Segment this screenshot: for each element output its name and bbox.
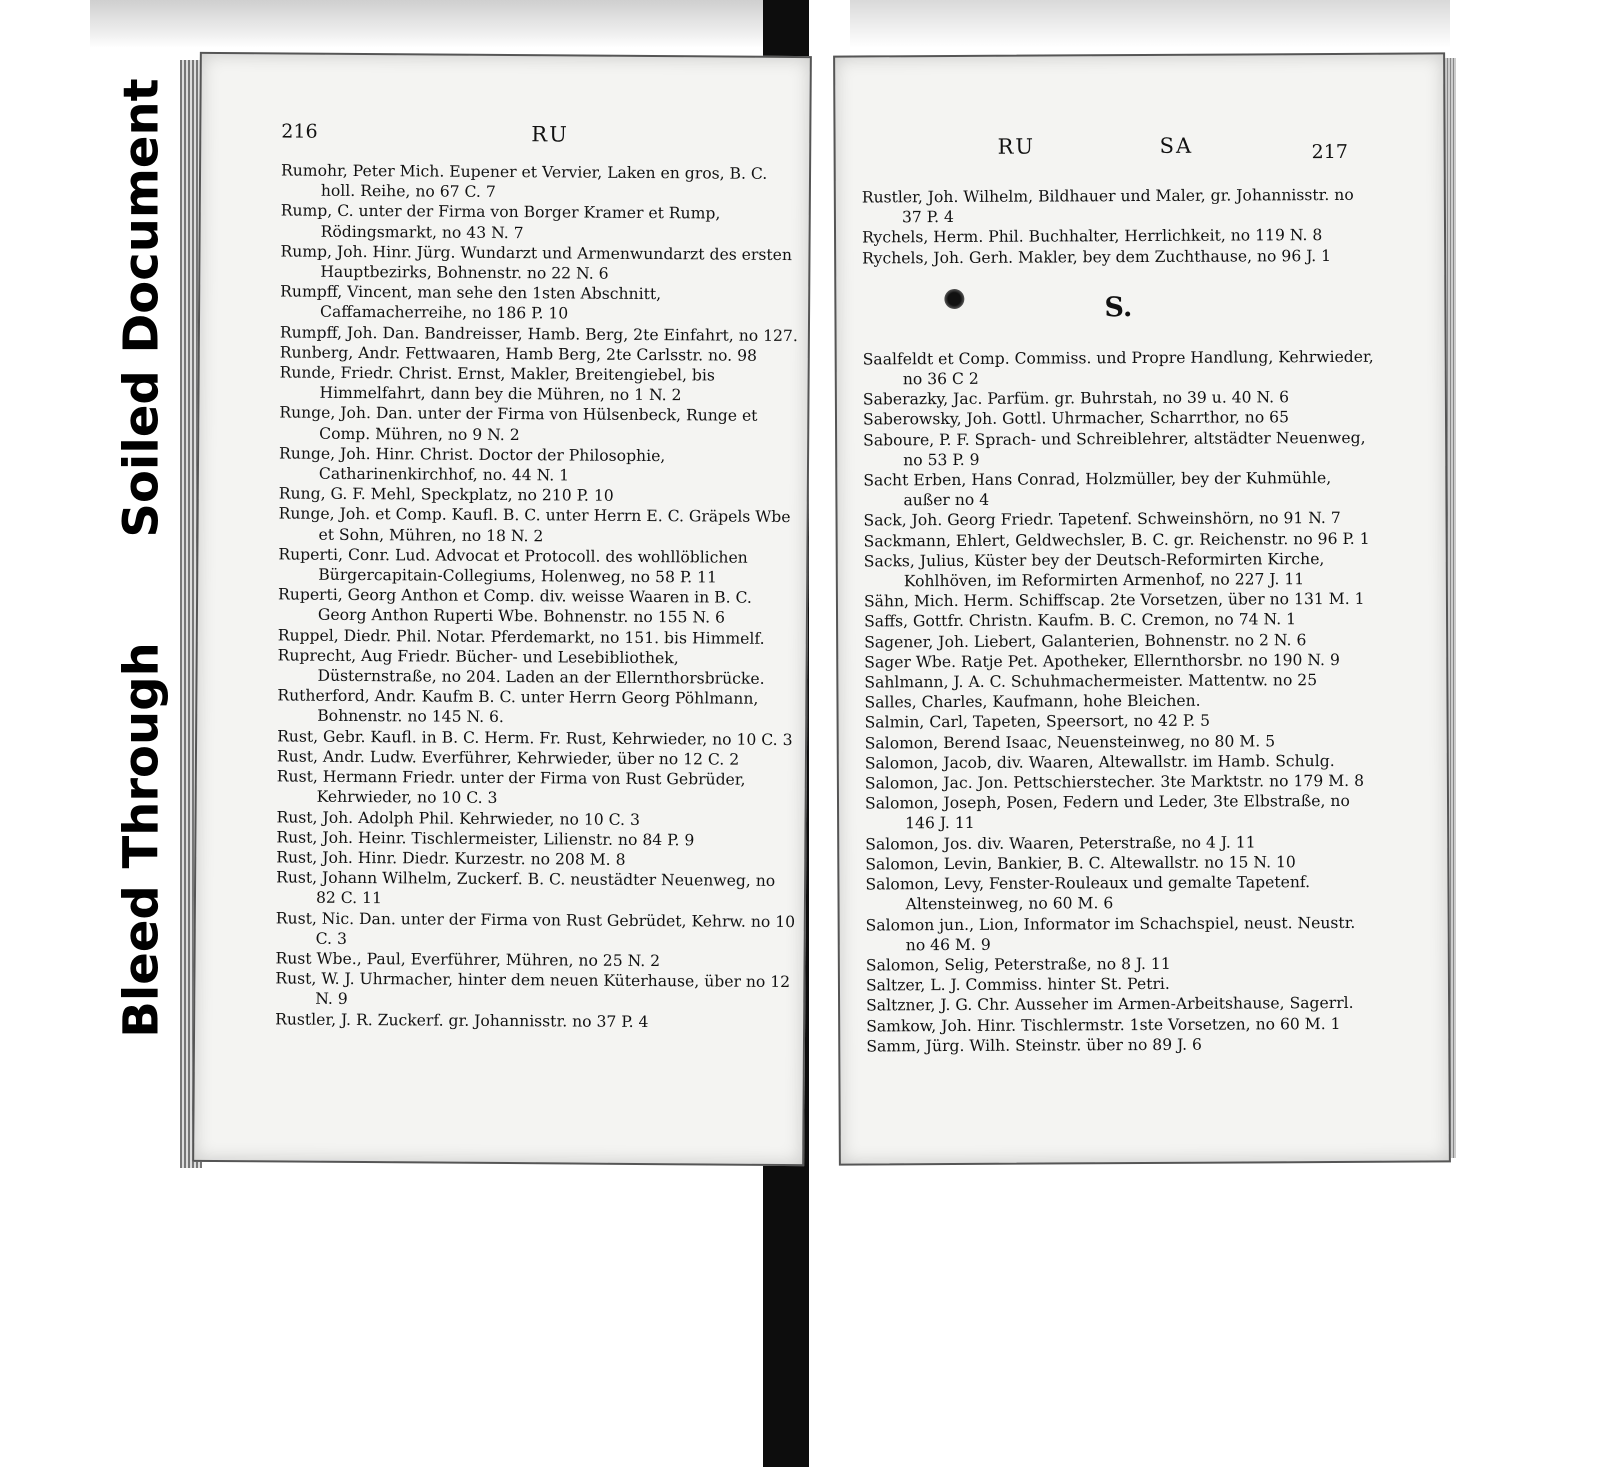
list-item: Saffs, Gottfr. Christn. Kaufm. B. C. Cremon, no 74 N. 1 (864, 610, 1297, 631)
soiled-document-text: Soiled Document (114, 78, 170, 538)
list-item: Rust, Joh. Heinr. Tischlermeister, Lilienstr. no 84 P. 9 (276, 828, 695, 850)
list-item: Salmin, Carl, Tapeten, Speersort, no 42 P. 5 (864, 712, 1211, 732)
list-item: Runge, Joh. Hinr. Christ. Doctor der Philosophie, Catharinenkirchhof, no. 44 N. 1 (279, 444, 666, 485)
list-item: Ruprecht, Aug Friedr. Bücher- und Lesebibliothek, Düsternstraße, no 204. Laden an der Ellernthorsbrücke. (277, 646, 765, 688)
list-item: Salomon, Jacob, div. Waaren, Altewallstr. im Hamb. Schulg. (864, 751, 1335, 773)
list-item: Samkow, Joh. Hinr. Tischlermstr. 1ste Vorsetzen, no 60 M. 1 (866, 1014, 1341, 1035)
list-item: Sacht Erben, Hans Conrad, Holzmüller, bey der Kuhmühle, außer no 4 (863, 469, 1332, 510)
left-page-number: 216 (281, 120, 318, 143)
list-item: Rustler, J. R. Zuckerf. gr. Johannisstr. no 37 P. 4 (275, 1009, 649, 1031)
scan-shadow-right (850, 0, 1450, 48)
right-entry-list (862, 185, 1379, 1057)
list-item: Rust, Andr. Ludw. Everführer, Kehrwieder, über no 12 C. 2 (276, 747, 740, 769)
list-item: Sähn, Mich. Herm. Schiffscap. 2te Vorsetzen, über no 131 M. 1 (863, 590, 1365, 611)
right-page-header-ru: RU (997, 134, 1036, 159)
list-item: Salomon, Levy, Fenster-Rouleaux und gemalte Tapetenf. Altensteinweg, no 60 M. 6 (865, 873, 1311, 914)
list-item: Rust, W. J. Uhrmacher, hinter dem neuen Küterhause, über no 12 N. 9 (275, 969, 791, 1009)
scan-shadow-left (90, 0, 780, 48)
list-item: Rust, Joh. Adolph Phil. Kehrwieder, no 10 C. 3 (276, 807, 640, 829)
list-item: Rust, Joh. Hinr. Diedr. Kurzestr. no 208 M. 8 (276, 848, 626, 869)
list-item: Rutherford, Andr. Kaufm B. C. unter Herrn Georg Pöhlmann, Bohnenstr. no 145 N. 6. (277, 686, 759, 727)
list-item: Ruperti, Conr. Lud. Advocat et Protocoll. des wohllöblichen Bürgercapitain-Collegiums, Holenweg, no 58 P. 11 (278, 545, 748, 587)
list-item: Ruperti, Georg Anthon et Comp. div. weisse Waaren in B. C. Georg Anthon Ruperti Wbe. Bohnenstr. no 155 N. 6 (278, 585, 752, 628)
list-item: Rust, Gebr. Kaufl. in B. C. Herm. Fr. Rust, Kehrwieder, no 10 C. 3 (277, 727, 793, 749)
list-item: Ruppel, Diedr. Phil. Notar. Pferdemarkt, no 151. bis Himmelf. (277, 626, 765, 648)
left-page (192, 52, 812, 1166)
soiled-document-label (96, 48, 188, 568)
list-item: Saberazky, Jac. Parfüm. gr. Buhrstah, no 39 u. 40 N. 6 (862, 388, 1290, 409)
list-item: Sahlmann, J. A. C. Schuhmachermeister. Mattentw. no 25 (864, 671, 1318, 692)
list-item: Salomon jun., Lion, Informator im Schachspiel, neust. Neustr. no 46 M. 9 (865, 913, 1356, 954)
left-entry-list (275, 160, 801, 1032)
list-item: Rustler, Joh. Wilhelm, Bildhauer und Maler, gr. Johannisstr. no 37 P. 4 (861, 185, 1354, 227)
list-item: Sager Wbe. Ratje Pet. Apotheker, Ellernthorsbr. no 190 N. 9 (864, 650, 1340, 672)
list-item: Salles, Charles, Kaufmann, hohe Bleichen. (864, 691, 1201, 712)
left-page-header: RU (531, 122, 569, 147)
right-page (833, 52, 1451, 1165)
list-item: Rump, C. unter der Firma von Borger Kramer et Rump, Rödingsmarkt, no 43 N. 7 (280, 201, 721, 242)
list-item: Runde, Friedr. Christ. Ernst, Makler, Breitengiebel, bis Himmelfahrt, dann bey die Mühren, no 1 N. 2 (279, 363, 715, 405)
list-item: Samm, Jürg. Wilh. Steinstr. über no 89 J. 6 (866, 1035, 1202, 1056)
list-item: Salomon, Jos. div. Waaren, Peterstraße, no 4 J. 11 (865, 833, 1256, 854)
list-item: Rumohr, Peter Mich. Eupener et Vervier, Laken en gros, B. C. holl. Reihe, no 67 C. 7 (280, 161, 768, 202)
list-item: Rychels, Joh. Gerh. Makler, bey dem Zuchthause, no 96 J. 1 (862, 246, 1332, 268)
list-item: Salomon, Berend Isaac, Neuensteinweg, no 80 M. 5 (864, 731, 1276, 753)
list-item: Salomon, Jac. Jon. Pettschierstecher. 3te Marktstr. no 179 M. 8 (864, 771, 1365, 793)
list-item: Runberg, Andr. Fettwaaren, Hamb Berg, 2te Carlsstr. no. 98 (279, 343, 758, 365)
list-item: Rust, Hermann Friedr. unter der Firma von Rust Gebrüder, Kehrwieder, no 10 C. 3 (276, 767, 746, 808)
right-page-header-sa: SA (1159, 133, 1194, 158)
list-item: Saltzner, J. G. Chr. Ausseher im Armen-Arbeitshause, Sagerrl. (866, 994, 1354, 1015)
bleed-through-text: Bleed Through (114, 642, 171, 1038)
list-item: Rung, G. F. Mehl, Speckplatz, no 210 P. 10 (278, 484, 614, 506)
list-item: Rust, Johann Wilhelm, Zuckerf. B. C. neustädter Neuenweg, no 82 C. 11 (276, 868, 776, 908)
list-item: Rychels, Herm. Phil. Buchhalter, Herrlichkeit, no 119 N. 8 (862, 226, 1323, 247)
list-item: Runge, Joh. Dan. unter der Firma von Hülsenbeck, Runge et Comp. Mühren, no 9 N. 2 (279, 403, 758, 444)
list-item: Salomon, Selig, Peterstraße, no 8 J. 11 (865, 954, 1171, 975)
list-item: Saberowsky, Joh. Gottl. Uhrmacher, Scharrthor, no 65 (862, 408, 1290, 429)
list-item: Salomon, Joseph, Posen, Federn und Leder, 3te Elbstraße, no 146 J. 11 (864, 792, 1350, 833)
list-item: Sacks, Julius, Küster bey der Deutsch-Reformirten Kirche, Kohlhöven, im Reformirten Armenhof, no 227 J. 11 (863, 549, 1325, 591)
section-letter: S. (1104, 291, 1133, 324)
list-item: Saltzer, L. J. Commiss. hinter St. Petri. (865, 974, 1170, 995)
list-item: Rumpff, Joh. Dan. Bandreisser, Hamb. Berg, 2te Einfahrt, no 127. (279, 323, 798, 345)
list-item: Rust Wbe., Paul, Everführer, Mühren, no 25 N. 2 (275, 949, 661, 971)
list-item: Sagener, Joh. Liebert, Galanterien, Bohnenstr. no 2 N. 6 (864, 630, 1307, 652)
list-item: Runge, Joh. et Comp. Kaufl. B. C. unter Herrn E. C. Gräpels Wbe et Sohn, Mühren, no 18 N. 2 (278, 504, 791, 545)
bleed-through-label (96, 600, 188, 1080)
list-item: Saboure, P. F. Sprach- und Schreiblehrer, altstädter Neuenweg, no 53 P. 9 (863, 428, 1366, 470)
list-item: Rust, Nic. Dan. unter der Firma von Rust Gebrüdet, Kehrw. no 10 C. 3 (275, 908, 796, 948)
list-item: Sackmann, Ehlert, Geldwechsler, B. C. gr. Reichenstr. no 96 P. 1 (863, 529, 1370, 551)
list-item: Salomon, Levin, Bankier, B. C. Altewallstr. no 15 N. 10 (865, 853, 1296, 874)
right-page-number: 217 (1311, 140, 1348, 164)
open-book (180, 50, 1470, 1180)
list-item: Rumpff, Vincent, man sehe den 1sten Abschnitt, Caffamacherreihe, no 186 P. 10 (280, 282, 662, 323)
list-item: Sack, Joh. Georg Friedr. Tapetenf. Schweinshörn, no 91 N. 7 (863, 509, 1341, 530)
list-item: Saalfeldt et Comp. Commiss. und Propre Handlung, Kehrwieder, no 36 C 2 (862, 347, 1374, 389)
list-item: Rump, Joh. Hinr. Jürg. Wundarzt und Armenwundarzt des ersten Hauptbezirks, Bohnenstr. no 22 N. 6 (280, 242, 792, 283)
